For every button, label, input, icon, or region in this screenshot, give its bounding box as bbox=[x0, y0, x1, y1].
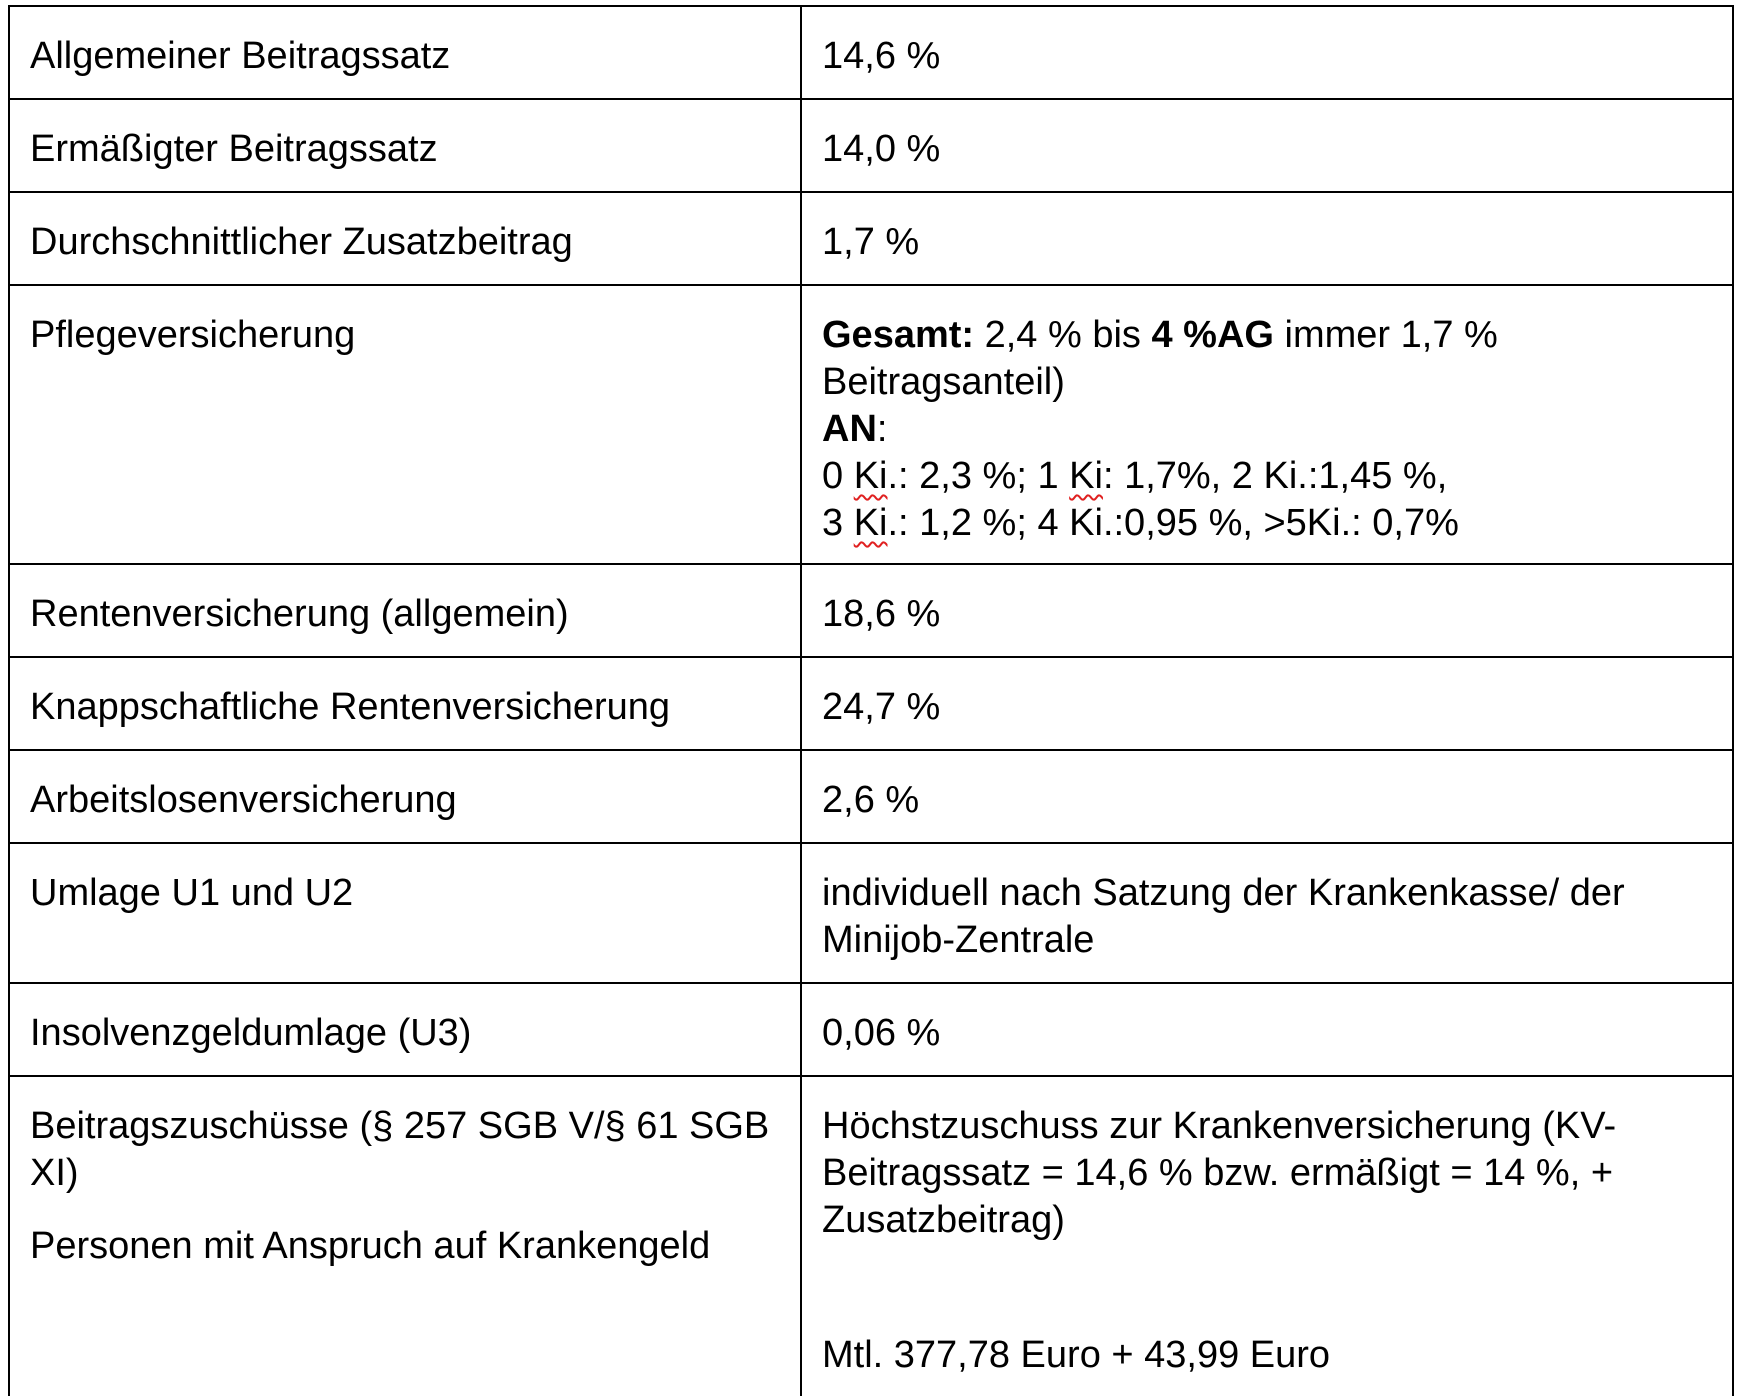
row-label: Durchschnittlicher Zusatzbeitrag bbox=[9, 192, 801, 285]
table-row bbox=[9, 657, 1733, 750]
pflege-gesamt: Gesamt: 2,4 % bis 4 %AG immer 1,7 % Beitragsanteil) bbox=[822, 314, 1498, 403]
table-row bbox=[9, 564, 1733, 657]
row-label: Beitragszuschüsse (§ 257 SGB V/§ 61 SGB XI) Personen mit Anspruch auf Krankengeld bbox=[9, 1076, 801, 1396]
row-label: Rentenversicherung (allgemein) bbox=[9, 564, 801, 657]
pflege-value bbox=[801, 285, 1733, 564]
row-value: 2,6 % bbox=[801, 750, 1733, 843]
row-value: 14,0 % bbox=[801, 99, 1733, 192]
row-value: 24,7 % bbox=[801, 657, 1733, 750]
row-label: Pflegeversicherung bbox=[9, 285, 801, 564]
row-label: Allgemeiner Beitragssatz bbox=[9, 6, 801, 99]
spellcheck-mark: Ki bbox=[853, 455, 888, 497]
zuschuss-main: Höchstzuschuss zur Krankenversicherung (KV-Beitragssatz = 14,6 % bzw. ermäßigt = 14 %, + Zusatzbeitrag) bbox=[822, 1105, 1617, 1241]
contribution-rates-table bbox=[8, 5, 1734, 1396]
spellcheck-mark: Ki bbox=[1069, 455, 1103, 497]
table-row bbox=[9, 99, 1733, 192]
row-value: individuell nach Satzung der Krankenkasse/ der Minijob-Zentrale bbox=[801, 843, 1733, 983]
row-label: Ermäßigter Beitragssatz bbox=[9, 99, 801, 192]
table-row bbox=[9, 843, 1733, 983]
pflege-an-line-1: 0 Ki.: 2,3 %; 1 Ki: 1,7%, 2 Ki.:1,45 %, bbox=[822, 455, 1448, 497]
table-row bbox=[9, 6, 1733, 99]
row-label: Knappschaftliche Rentenversicherung bbox=[9, 657, 801, 750]
zuschuss-label-extra: Personen mit Anspruch auf Krankengeld bbox=[30, 1225, 711, 1267]
row-label: Insolvenzgeldumlage (U3) bbox=[9, 983, 801, 1076]
table-row bbox=[9, 1076, 1733, 1396]
pflege-an-line-2: 3 Ki.: 1,2 %; 4 Ki.:0,95 %, >5Ki.: 0,7% bbox=[822, 502, 1459, 544]
row-label: Umlage U1 und U2 bbox=[9, 843, 801, 983]
pflege-an-heading: AN: bbox=[822, 408, 888, 450]
table-row bbox=[9, 192, 1733, 285]
zuschuss-value bbox=[801, 1076, 1733, 1396]
spellcheck-mark: Ki bbox=[853, 502, 888, 544]
zuschuss-amount: Mtl. 377,78 Euro + 43,99 Euro bbox=[822, 1334, 1331, 1376]
row-label: Arbeitslosenversicherung bbox=[9, 750, 801, 843]
row-value: 0,06 % bbox=[801, 983, 1733, 1076]
table-row bbox=[9, 983, 1733, 1076]
row-value: 1,7 % bbox=[801, 192, 1733, 285]
row-value: 18,6 % bbox=[801, 564, 1733, 657]
table-row bbox=[9, 285, 1733, 564]
row-value: 14,6 % bbox=[801, 6, 1733, 99]
table-row bbox=[9, 750, 1733, 843]
